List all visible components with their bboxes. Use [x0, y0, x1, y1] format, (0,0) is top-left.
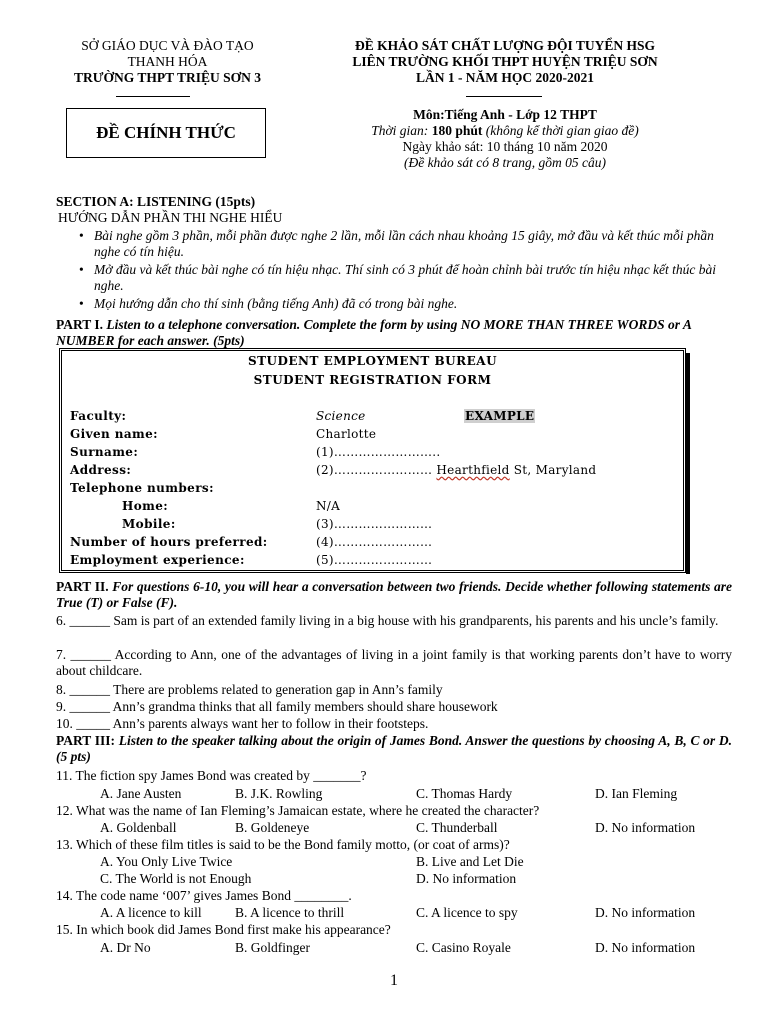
question-14: 14. The code name ‘007’ gives James Bond ________. [56, 888, 352, 903]
option-12c[interactable]: C. Thunderball [416, 820, 498, 835]
option-11b[interactable]: B. J.K. Rowling [235, 786, 323, 801]
listening-instructions [74, 228, 730, 314]
school-divider [116, 96, 190, 97]
answer-blank-1[interactable]: (1)…………………….. [316, 445, 441, 459]
instruction-item: • Mở đầu và kết thúc bài nghe có tín hiệu nhạc. Thí sinh có 3 phút để hoàn chỉnh bài trước tín hiệu nhạc kết thúc bài nghe. [79, 262, 717, 293]
option-13a[interactable]: A. You Only Live Twice [100, 854, 233, 869]
section-a-title: SECTION A: LISTENING (15pts) [56, 194, 256, 209]
exam-date: Ngày khảo sát: 10 tháng 10 năm 2020 [402, 139, 608, 154]
school-name: TRƯỜNG THPT TRIỆU SƠN 3 [73, 70, 262, 85]
option-13c[interactable]: C. The World is not Enough [100, 871, 252, 886]
question-9: 9. ______ Ann’s grandma thinks that all family members should share housework [56, 699, 498, 714]
form-row-home: Home: N/A [122, 499, 341, 513]
exam-info [300, 107, 710, 171]
form-title-bureau: STUDENT EMPLOYMENT BUREAU [247, 354, 498, 368]
official-exam-box: ĐỀ CHÍNH THỨC [66, 108, 266, 158]
part1-heading: PART I. Listen to a telephone conversation. Complete the form by using NO MORE THAN THREE WORDS or A NUMBER for each answer. (5pts) [56, 317, 692, 348]
option-15c[interactable]: C. Casino Royale [416, 940, 511, 955]
question-7: 7. ______ According to Ann, one of the advantages of living in a joint family is that working parents don’t have to worry about childcare. [56, 647, 732, 678]
question-6: 6. ______ Sam is part of an extended family living in a big house with his grandparents, his parents and his uncle’s family. [56, 613, 719, 628]
form-row-faculty: Faculty: Science EXAMPLE [70, 409, 535, 423]
question-13: 13. Which of these film titles is said to be the Bond family motto, (or coat of arms)? [56, 837, 510, 852]
option-15a[interactable]: A. Dr No [100, 940, 151, 955]
option-13b[interactable]: B. Live and Let Die [416, 854, 524, 869]
instruction-item: • Mọi hướng dẫn cho thí sinh (bằng tiếng Anh) đã có trong bài nghe. [79, 296, 458, 311]
answer-blank-3[interactable]: (3)…………………… [316, 517, 433, 531]
example-highlight: EXAMPLE [465, 409, 535, 423]
option-15d[interactable]: D. No information [595, 940, 696, 955]
option-12b[interactable]: B. Goldeneye [235, 820, 310, 835]
form-row-given-name: Given name: Charlotte [70, 427, 377, 441]
exam-time: Thời gian: 180 phút (không kể thời gian giao đề) [371, 123, 639, 138]
option-12a[interactable]: A. Goldenball [100, 820, 177, 835]
option-11c[interactable]: C. Thomas Hardy [416, 786, 513, 801]
form-row-experience: Employment experience: (5)…………………… [70, 553, 433, 567]
question-12: 12. What was the name of Ian Fleming’s Jamaican estate, where he created the character? [56, 803, 540, 818]
question-15: 15. In which book did James Bond first make his appearance? [56, 922, 391, 937]
option-14c[interactable]: C. A licence to spy [416, 905, 518, 920]
form-row-hours: Number of hours preferred: (4)…………………… [70, 535, 433, 549]
question-8: 8. ______ There are problems related to generation gap in Ann’s family [56, 682, 443, 697]
option-15b[interactable]: B. Goldfinger [235, 940, 310, 955]
option-13d[interactable]: D. No information [416, 871, 517, 886]
part3-heading: PART III: Listen to the speaker talking about the origin of James Bond. Answer the questions by choosing A, B, C or D. (5 pts) [56, 733, 732, 764]
form-shadow [686, 353, 690, 574]
question-10: 10. _____ Ann’s parents always want her to follow in their footsteps. [56, 716, 429, 731]
listening-guide-title: HƯỚNG DẪN PHẦN THI NGHE HIỂU [58, 210, 283, 225]
department-name: SỞ GIÁO DỤC VÀ ĐÀO TẠO [81, 38, 254, 53]
option-12d[interactable]: D. No information [595, 820, 696, 835]
form-row-telephone: Telephone numbers: [70, 481, 214, 495]
form-row-mobile: Mobile: (3)…………………… [122, 517, 433, 531]
option-14a[interactable]: A. A licence to kill [100, 905, 202, 920]
exam-title: ĐỀ KHẢO SÁT CHẤT LƯỢNG ĐỘI TUYỂN HSG [355, 38, 655, 53]
option-11a[interactable]: A. Jane Austen [100, 786, 182, 801]
answer-blank-4[interactable]: (4)…………………… [316, 535, 433, 549]
registration-form [59, 348, 686, 573]
header-left [40, 38, 295, 86]
option-14b[interactable]: B. A licence to thrill [235, 905, 345, 920]
answer-blank-5[interactable]: (5)…………………… [316, 553, 433, 567]
page-number: 1 [390, 972, 398, 989]
subject: Môn:Tiếng Anh - Lớp 12 THPT [413, 107, 597, 122]
province-name: THANH HÓA [127, 54, 208, 69]
option-11d[interactable]: D. Ian Fleming [595, 786, 678, 801]
exam-round: LẦN 1 - NĂM HỌC 2020-2021 [415, 70, 595, 85]
header-right [300, 38, 710, 86]
exam-subtitle: LIÊN TRƯỜNG KHỐI THPT HUYỆN TRIỆU SƠN [352, 54, 658, 69]
option-14d[interactable]: D. No information [595, 905, 696, 920]
exam-divider [466, 96, 542, 97]
form-row-surname: Surname: (1)…………………….. [70, 445, 441, 459]
form-title-registration: STUDENT REGISTRATION FORM [253, 373, 492, 387]
page-count-note: (Đề khảo sát có 8 trang, gồm 05 câu) [403, 155, 607, 170]
part2-heading: PART II. For questions 6-10, you will hear a conversation between two friends. Decide whether following statements are True (T) or False (F). [56, 579, 732, 610]
form-row-address: Address: (2)…………………… Hearthfield St, Maryland [70, 463, 597, 477]
question-11: 11. The fiction spy James Bond was created by _______? [56, 768, 367, 783]
answer-blank-2[interactable]: (2)…………………… [316, 463, 437, 477]
instruction-item: • Bài nghe gồm 3 phần, mỗi phần được nghe 2 lần, mỗi lần cách nhau khoảng 15 giây, mở đầu và kết thúc mỗi phần nghe có tín hiệu. [79, 228, 714, 259]
